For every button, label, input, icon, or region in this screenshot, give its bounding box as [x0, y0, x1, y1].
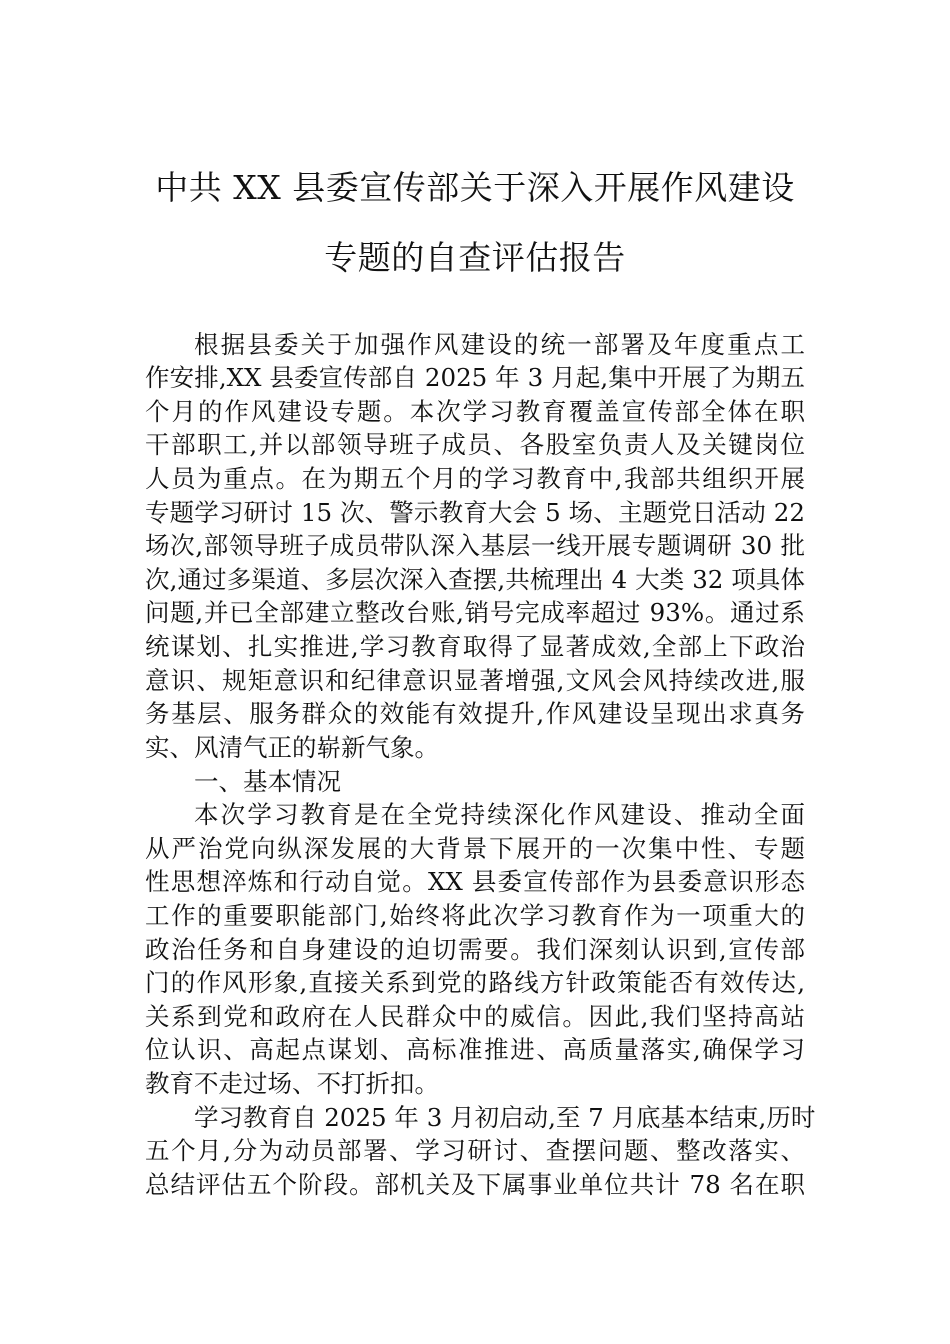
- paragraph-line: 总结评估五个阶段。部机关及下属事业单位共计 78 名在职: [145, 1170, 805, 1199]
- paragraph-line: 从严治党向纵深发展的大背景下展开的一次集中性、专题: [145, 834, 805, 863]
- section-heading: 一、基本情况: [194, 767, 341, 796]
- paragraph-line: 次,通过多渠道、多层次深入查摆,共梳理出 4 大类 32 项具体: [145, 565, 805, 594]
- paragraph-line: 五个月,分为动员部署、学习研讨、查摆问题、整改落实、: [145, 1136, 805, 1165]
- document-title-line-2: 专题的自查评估报告: [324, 238, 626, 277]
- paragraph-line: 统谋划、扎实推进,学习教育取得了显著成效,全部上下政治: [145, 632, 805, 661]
- paragraph-line: 实、风清气正的崭新气象。: [145, 733, 439, 762]
- paragraph-line: 意识、规矩意识和纪律意识显著增强,文风会风持续改进,服: [145, 666, 805, 695]
- paragraph-line: 务基层、服务群众的效能有效提升,作风建设呈现出求真务: [145, 699, 805, 728]
- paragraph-line: 个月的作风建设专题。本次学习教育覆盖宣传部全体在职: [145, 397, 805, 426]
- paragraph-line: 专题学习研讨 15 次、警示教育大会 5 场、主题党日活动 22: [145, 498, 805, 527]
- document-title-line-1: 中共 XX 县委宣传部关于深入开展作风建设: [155, 168, 795, 207]
- paragraph-line: 关系到党和政府在人民群众中的威信。因此,我们坚持高站: [145, 1002, 805, 1031]
- paragraph-line: 作安排,XX 县委宣传部自 2025 年 3 月起,集中开展了为期五: [145, 363, 805, 392]
- paragraph-line: 门的作风形象,直接关系到党的路线方针政策能否有效传达,: [145, 968, 805, 997]
- paragraph-line: 根据县委关于加强作风建设的统一部署及年度重点工: [194, 330, 805, 359]
- paragraph-line: 性思想淬炼和行动自觉。XX 县委宣传部作为县委意识形态: [145, 867, 805, 896]
- paragraph-line: 干部职工,并以部领导班子成员、各股室负责人及关键岗位: [145, 430, 805, 459]
- paragraph-line: 学习教育自 2025 年 3 月初启动,至 7 月底基本结束,历时: [194, 1103, 816, 1132]
- paragraph-line: 工作的重要职能部门,始终将此次学习教育作为一项重大的: [145, 901, 805, 930]
- paragraph-line: 位认识、高起点谋划、高标准推进、高质量落实,确保学习: [145, 1035, 805, 1064]
- paragraph-line: 人员为重点。在为期五个月的学习教育中,我部共组织开展: [145, 464, 805, 493]
- paragraph-line: 本次学习教育是在全党持续深化作风建设、推动全面: [194, 800, 805, 829]
- paragraph-line: 政治任务和自身建设的迫切需要。我们深刻认识到,宣传部: [145, 935, 805, 964]
- paragraph-line: 问题,并已全部建立整改台账,销号完成率超过 93%。通过系: [145, 598, 805, 627]
- paragraph-line: 教育不走过场、不打折扣。: [145, 1069, 439, 1098]
- paragraph-line: 场次,部领导班子成员带队深入基层一线开展专题调研 30 批: [145, 531, 805, 560]
